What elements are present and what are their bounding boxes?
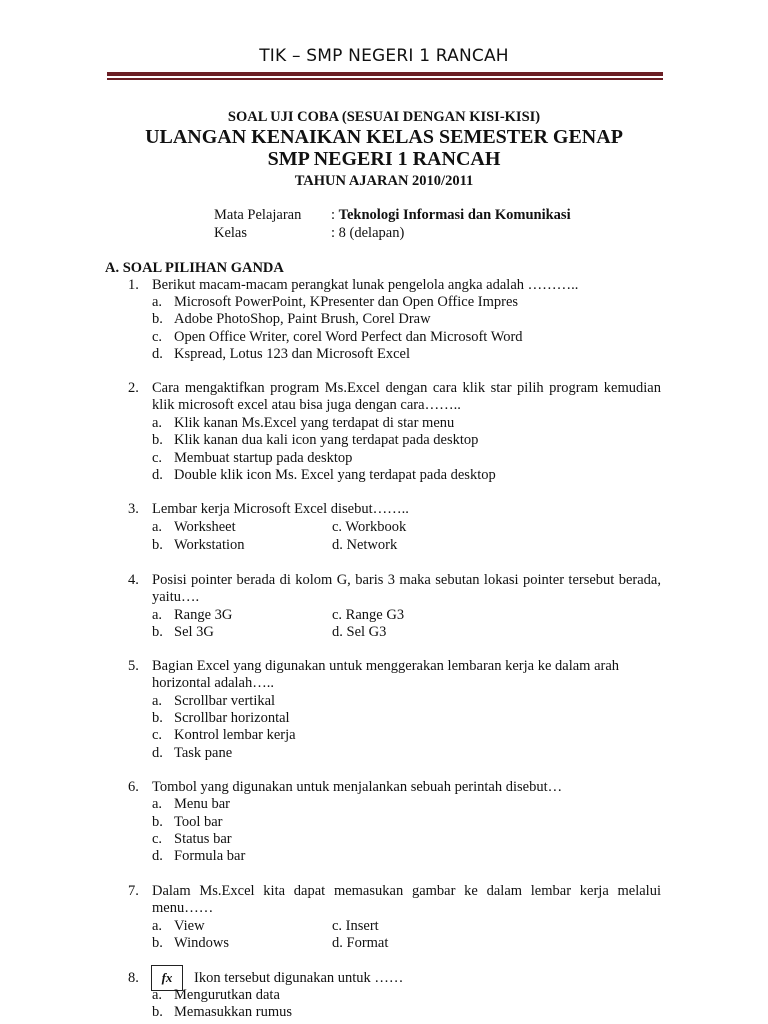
question-number: 7. (128, 883, 139, 899)
question-text: Dalam Ms.Excel kita dapat memasukan gambar ke dalam lembar kerja melalui menu…… (152, 883, 661, 917)
question-text: Ikon tersebut digunakan untuk …… (194, 970, 404, 986)
option-letter: d. (152, 848, 163, 864)
option-text: Adobe PhotoShop, Paint Brush, Corel Draw (174, 311, 431, 327)
option-letter: b. (152, 814, 163, 830)
option-text: Formula bar (174, 848, 246, 864)
question-text: Berikut macam-macam perangkat lunak pengelola angka adalah ……….. (152, 277, 579, 293)
option (152, 329, 523, 346)
header-rule-thick (107, 72, 663, 76)
section-title: A. SOAL PILIHAN GANDA (105, 260, 284, 276)
document-titles (0, 108, 768, 191)
document-subtitle: SOAL UJI COBA (SESUAI DENGAN KISI-KISI) (227, 109, 541, 125)
option-letter: b. (152, 624, 163, 640)
option-text: Double klik icon Ms. Excel yang terdapat pada desktop (174, 467, 496, 483)
page-header: TIK – SMP NEGERI 1 RANCAH (259, 46, 509, 66)
option-letter: a. (152, 415, 163, 431)
option-text: Windows (174, 935, 229, 951)
option (152, 918, 205, 935)
option-letter: b. (152, 311, 163, 327)
option-letter: d. (152, 467, 163, 483)
option-text: Microsoft PowerPoint, KPresenter dan Open Office Impres (174, 294, 519, 310)
question-text: Tombol yang digunakan untuk menjalankan sebuah perintah disebut… (152, 779, 563, 795)
option-letter: a. (152, 987, 163, 1003)
question-number: 6. (128, 779, 139, 795)
subject-name: Teknologi Informasi dan Komunikasi (338, 207, 571, 223)
option-letter: c. (152, 450, 163, 466)
question-text: Posisi pointer berada di kolom G, baris 3 maka sebutan lokasi pointer tersebut berada, yaitu…. (152, 572, 661, 606)
option (152, 987, 280, 1004)
option-text: Membuat startup pada desktop (174, 450, 353, 466)
option (152, 294, 518, 311)
option: d. Network (332, 537, 398, 553)
option (152, 346, 410, 363)
option (152, 848, 245, 865)
option (152, 624, 214, 641)
subject-value (331, 207, 571, 224)
option-text: Klik kanan Ms.Excel yang terdapat di star menu (174, 415, 455, 431)
option-letter: b. (152, 710, 163, 726)
option-letter: c. (152, 831, 163, 847)
class-value: : 8 (delapan) (331, 225, 405, 241)
option (152, 467, 496, 484)
option-text: Sel 3G (174, 624, 214, 640)
document-year: TAHUN AJARAN 2010/2011 (294, 173, 474, 189)
option-text: Range 3G (174, 607, 233, 623)
question-number: 1. (128, 277, 139, 293)
option-text: Scrollbar vertikal (174, 693, 276, 709)
option-letter: c. (152, 727, 163, 743)
document-title-line1: ULANGAN KENAIKAN KELAS SEMESTER GENAP (145, 126, 623, 148)
option (152, 537, 245, 554)
option-letter: a. (152, 519, 163, 535)
option: d. Format (332, 935, 389, 951)
question-text: Cara mengaktifkan program Ms.Excel dengan cara klik star pilih program kemudian klik microsoft excel atau bisa juga dengan cara…….. (152, 380, 661, 414)
option (152, 311, 431, 328)
option-text: Tool bar (174, 814, 223, 830)
option (152, 710, 290, 727)
option-text: Mengurutkan data (174, 987, 280, 1003)
subject-colon: : (331, 207, 339, 223)
option-text: Menu bar (174, 796, 230, 812)
header-rule-thin (107, 78, 663, 80)
option-letter: a. (152, 607, 163, 623)
option-text: Kontrol lembar kerja (174, 727, 296, 743)
option-text: Kspread, Lotus 123 dan Microsoft Excel (174, 346, 410, 362)
option-letter: d. (152, 745, 163, 761)
option-text: Memasukkan rumus (174, 1004, 292, 1020)
option-text: Status bar (174, 831, 232, 847)
question-number: 2. (128, 380, 139, 396)
option (152, 796, 230, 813)
option-letter: c. (152, 329, 163, 345)
option (152, 745, 232, 762)
option-letter: a. (152, 693, 163, 709)
option: c. Insert (332, 918, 379, 934)
option-text: Scrollbar horizontal (174, 710, 290, 726)
option (152, 831, 232, 848)
option (152, 607, 232, 624)
option-text: Task pane (174, 745, 233, 761)
option-letter: b. (152, 432, 163, 448)
option (152, 519, 236, 536)
option-text: Worksheet (174, 519, 236, 535)
option-letter: a. (152, 918, 163, 934)
option: c. Range G3 (332, 607, 405, 623)
option-text: Klik kanan dua kali icon yang terdapat pada desktop (174, 432, 479, 448)
option-letter: a. (152, 796, 163, 812)
fx-icon: fx (151, 965, 183, 991)
option (152, 693, 275, 710)
option (152, 727, 296, 744)
option: d. Sel G3 (332, 624, 387, 640)
option (152, 935, 229, 952)
option-text: View (174, 918, 205, 934)
option (152, 432, 478, 449)
option-letter: b. (152, 1004, 163, 1020)
question-text: Bagian Excel yang digunakan untuk menggerakan lembaran kerja ke dalam arah horizontal adalah….. (152, 658, 620, 692)
option (152, 450, 352, 467)
option-letter: b. (152, 935, 163, 951)
option (152, 814, 223, 831)
question-number: 5. (128, 658, 139, 674)
option: c. Workbook (332, 519, 407, 535)
option-letter: b. (152, 537, 163, 553)
class-label: Kelas (214, 225, 248, 241)
question-text: Lembar kerja Microsoft Excel disebut…….. (152, 501, 409, 517)
option (152, 415, 454, 432)
question-number: 3. (128, 501, 139, 517)
question-number: 4. (128, 572, 139, 588)
document-title-line2: SMP NEGERI 1 RANCAH (267, 148, 501, 170)
option-text: Workstation (174, 537, 245, 553)
option-letter: d. (152, 346, 163, 362)
option-text: Open Office Writer, corel Word Perfect dan Microsoft Word (174, 329, 523, 345)
option-letter: a. (152, 294, 163, 310)
option (152, 1004, 292, 1021)
question-number: 8. (128, 970, 139, 986)
subject-label: Mata Pelajaran (214, 207, 302, 223)
